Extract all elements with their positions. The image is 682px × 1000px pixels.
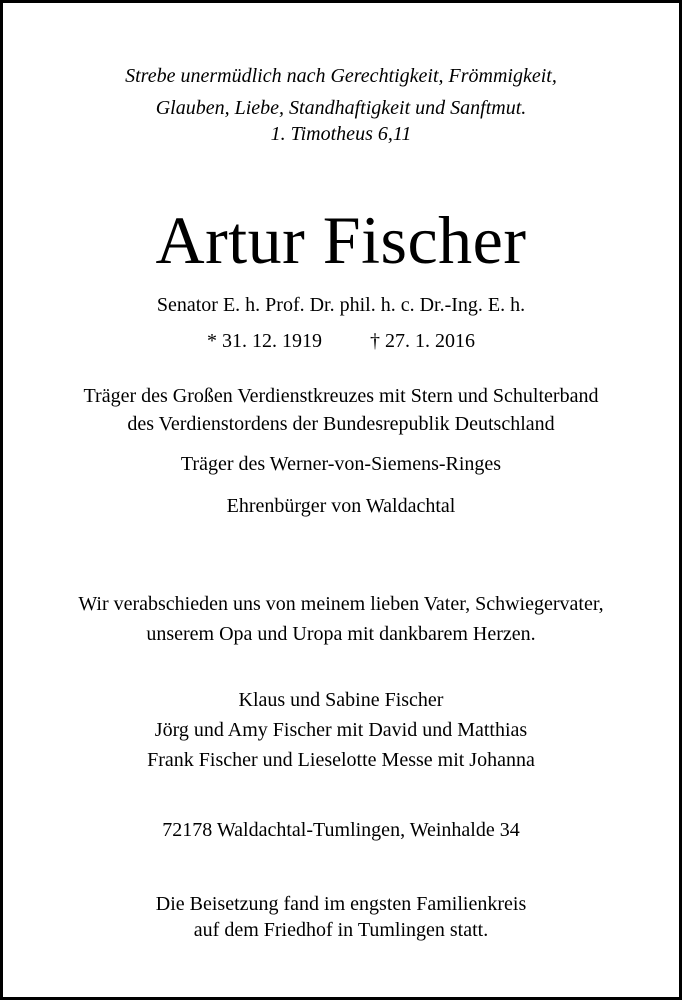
verse-reference: 1. Timotheus 6,11 (270, 123, 412, 145)
honorary-citizenship: Ehrenbürger von Waldachtal (226, 495, 456, 517)
life-dates (3, 330, 679, 353)
verse-line-2: Glauben, Liebe, Standhaftigkeit und Sanftmut. (155, 97, 527, 119)
burial-line-2: auf dem Friedhof in Tumlingen statt. (193, 919, 489, 941)
birth-date: * 31. 12. 1919 (207, 330, 322, 352)
death-date: † 27. 1. 2016 (370, 330, 475, 352)
verse-line-1: Strebe unermüdlich nach Gerechtigkeit, Frömmigkeit, (125, 65, 557, 87)
burial-line-1: Die Beisetzung fand im engsten Familienkreis (155, 893, 527, 915)
honor-ring: Träger des Werner-von-Siemens-Ringes (180, 453, 502, 475)
farewell-line-2: unserem Opa und Uropa mit dankbarem Herzen. (146, 623, 536, 645)
honor-line-1: Träger des Großen Verdienstkreuzes mit Stern und Schulterband (83, 385, 599, 407)
farewell-line-1: Wir verabschieden uns von meinem lieben Vater, Schwiegervater, (78, 593, 604, 615)
deceased-titles: Senator E. h. Prof. Dr. phil. h. c. Dr.-Ing. E. h. (156, 294, 526, 316)
mourner-line: Frank Fischer und Lieselotte Messe mit Johanna (147, 749, 535, 771)
family-address: 72178 Waldachtal-Tumlingen, Weinhalde 34 (162, 819, 520, 841)
mourner-line: Klaus und Sabine Fischer (238, 689, 444, 711)
honor-line-2: des Verdienstordens der Bundesrepublik Deutschland (127, 413, 555, 435)
mourner-line: Jörg und Amy Fischer mit David und Matthias (154, 719, 528, 741)
deceased-name: Artur Fischer (155, 202, 527, 278)
